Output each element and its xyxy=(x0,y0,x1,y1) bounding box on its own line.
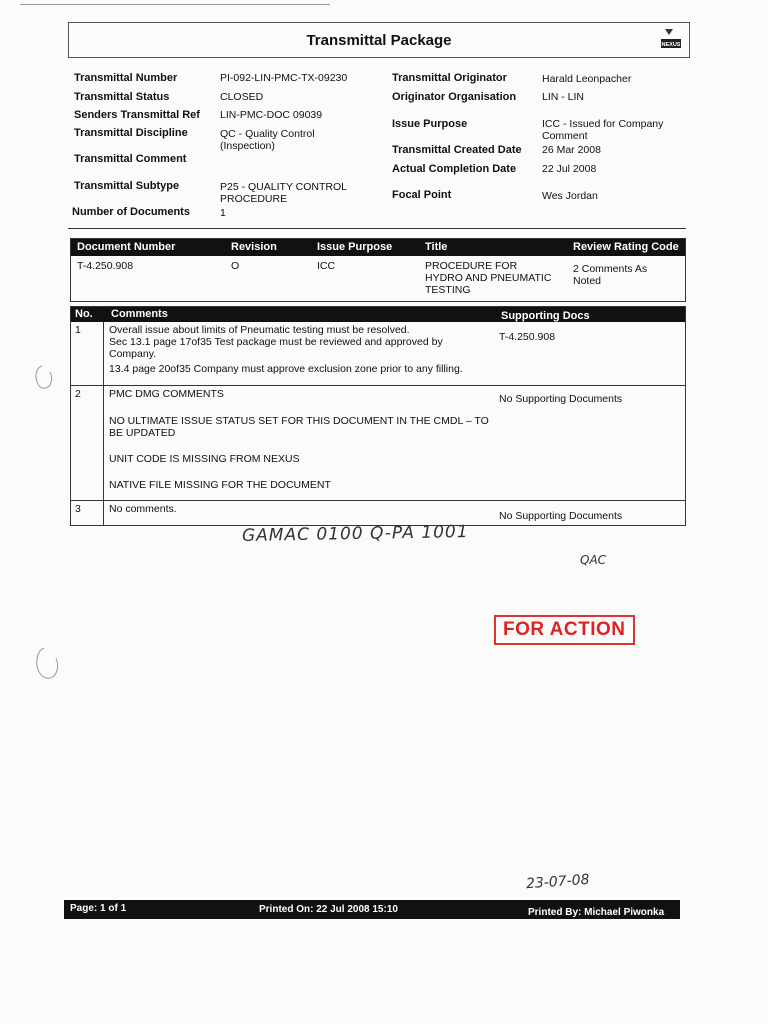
label-transmittal-status: Transmittal Status xyxy=(74,91,170,103)
comment-line: Sec 13.1 page 17of35 Test package must be reviewed and approved by Company. xyxy=(109,336,443,360)
value-completion-date: 22 Jul 2008 xyxy=(542,163,597,175)
print-footer xyxy=(64,900,680,919)
label-number-of-documents: Number of Documents xyxy=(72,206,190,218)
value-organisation: LIN - LIN xyxy=(542,91,585,103)
page-title: Transmittal Package xyxy=(306,32,452,49)
label-transmittal-number: Transmittal Number xyxy=(74,72,178,84)
logo-text: NEXUS xyxy=(661,42,681,48)
comment-line: NO ULTIMATE ISSUE STATUS SET FOR THIS DOCUMENT IN THE CMDL – TO BE UPDATED xyxy=(109,415,489,439)
comments-table xyxy=(70,306,686,526)
label-discipline: Transmittal Discipline xyxy=(74,127,188,139)
header-comments: Comments xyxy=(111,308,168,320)
value-originator: Harald Leonpacher xyxy=(542,73,632,85)
label-transmittal-comment: Transmittal Comment xyxy=(74,153,187,165)
header-issue-purpose: Issue Purpose xyxy=(317,241,393,253)
label-completion-date: Actual Completion Date xyxy=(392,163,517,175)
comment-number: 2 xyxy=(75,388,81,400)
title-box xyxy=(68,22,690,58)
comment-line: Overall issue about limits of Pneumatic testing must be resolved. xyxy=(109,324,410,336)
header-title: Title xyxy=(425,241,448,253)
value-discipline: QC - Quality Control (Inspection) xyxy=(220,128,315,152)
comment-line: PMC DMG COMMENTS xyxy=(109,388,224,400)
comment-number: 1 xyxy=(75,324,81,336)
supporting-doc: No Supporting Documents xyxy=(499,510,623,522)
label-originator: Transmittal Originator xyxy=(392,72,507,84)
comments-header-row xyxy=(71,307,685,322)
punch-hole-mark xyxy=(30,644,66,684)
handwritten-initials: QAC xyxy=(580,553,607,567)
supporting-doc: T-4.250.908 xyxy=(499,331,556,343)
value-issue-purpose: ICC - Issued for Company Comment xyxy=(542,118,664,142)
label-focal-point: Focal Point xyxy=(392,189,452,201)
top-rule xyxy=(20,4,330,5)
document-title: PROCEDURE FOR HYDRO AND PNEUMATIC TESTING xyxy=(425,260,552,296)
footer-page: Page: 1 of 1 xyxy=(70,903,127,914)
header-revision: Revision xyxy=(231,241,277,253)
comment-number: 3 xyxy=(75,503,81,515)
value-created-date: 26 Mar 2008 xyxy=(542,144,601,156)
header-supporting-docs: Supporting Docs xyxy=(501,310,590,322)
label-issue-purpose: Issue Purpose xyxy=(392,118,468,130)
comment-line: 13.4 page 20of35 Company must approve exclusion zone prior to any filling. xyxy=(109,363,463,375)
document-revision: O xyxy=(231,260,240,272)
label-organisation: Originator Organisation xyxy=(392,91,517,103)
comment-line: No comments. xyxy=(109,503,177,515)
comments-column-divider xyxy=(103,322,104,525)
value-subtype: P25 - QUALITY CONTROL PROCEDURE xyxy=(220,181,347,205)
header-review-rating-code: Review Rating Code xyxy=(573,241,679,253)
footer-printed-on: Printed On: 22 Jul 2008 15:10 xyxy=(259,904,398,915)
documents-header-row xyxy=(71,239,685,256)
supporting-doc: No Supporting Documents xyxy=(499,393,623,405)
handwritten-code: GAMAC 0100 Q-PA 1001 xyxy=(241,522,469,546)
document-rating: 2 Comments As Noted xyxy=(573,263,648,287)
label-created-date: Transmittal Created Date xyxy=(392,144,522,156)
comment-line: NATIVE FILE MISSING FOR THE DOCUMENT xyxy=(109,479,331,491)
value-senders-ref: LIN-PMC-DOC 09039 xyxy=(220,109,323,121)
documents-table xyxy=(70,238,686,302)
value-focal-point: Wes Jordan xyxy=(542,190,598,202)
header-document-number: Document Number xyxy=(77,241,176,253)
comment-line: UNIT CODE IS MISSING FROM NEXUS xyxy=(109,453,300,465)
document-issue-purpose: ICC xyxy=(317,260,336,272)
value-transmittal-number: PI-092-LIN-PMC-TX-09230 xyxy=(220,72,348,84)
footer-printed-by: Printed By: Michael Piwonka xyxy=(528,907,665,918)
header-no: No. xyxy=(75,308,93,320)
document-number: T-4.250.908 xyxy=(77,260,134,272)
value-number-of-documents: 1 xyxy=(220,207,226,219)
punch-hole-mark xyxy=(30,362,60,394)
section-divider xyxy=(68,228,686,229)
value-transmittal-status: CLOSED xyxy=(220,91,264,103)
row-divider xyxy=(71,500,685,501)
for-action-stamp: FOR ACTION xyxy=(494,615,635,645)
nexus-logo xyxy=(659,27,683,51)
label-senders-ref: Senders Transmittal Ref xyxy=(74,109,200,121)
label-subtype: Transmittal Subtype xyxy=(74,180,180,192)
row-divider xyxy=(71,385,685,386)
handwritten-date: 23-07-08 xyxy=(525,871,591,893)
